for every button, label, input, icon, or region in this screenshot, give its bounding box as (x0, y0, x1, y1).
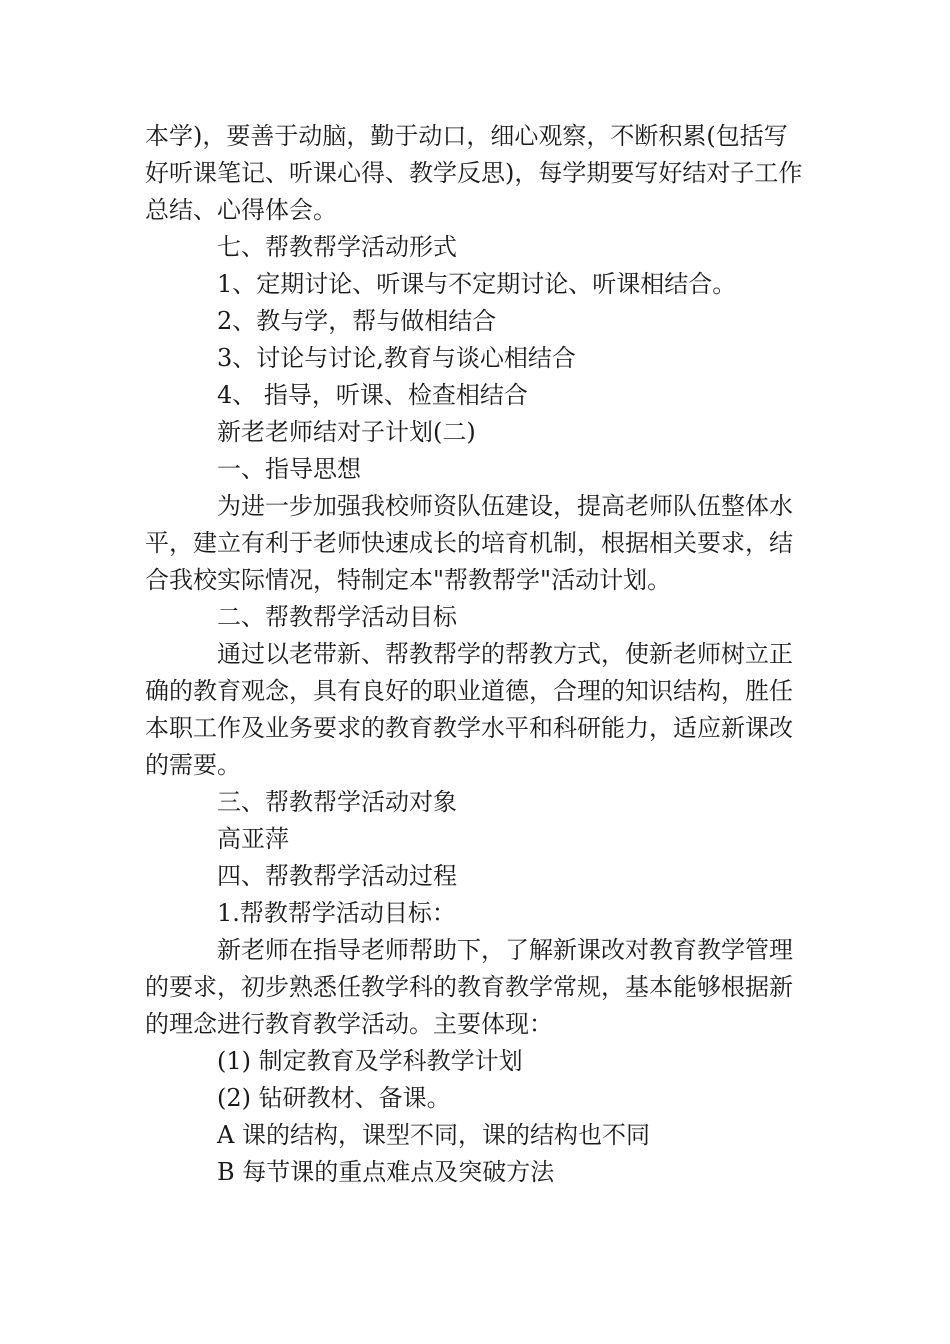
subheading-goal: 1.帮教帮学活动目标： (217, 899, 456, 927)
section-heading-1: 一、指导思想 (217, 455, 361, 483)
paragraph-guiding-idea: 为进一步加强我校师资队伍建设，提高老师队伍整体水平，建立有利于老师快速成长的培育机制，根据相关要求，结合我校实际情况，特制定本"帮教帮学"活动计划。 (145, 492, 793, 594)
section-heading-4: 四、帮教帮学活动过程 (217, 862, 457, 890)
document-subtitle: 新老老师结对子计划(二) (217, 418, 476, 446)
section-heading-2: 二、帮教帮学活动目标 (217, 603, 457, 631)
list-item-4: 4、 指导，听课、检查相结合 (217, 381, 528, 409)
paragraph-continuation: 本学)，要善于动脑，勤于动口，细心观察，不断积累(包括写好听课笔记、听课心得、教学反思)，每学期要写好结对子工作总结、心得体会。 (145, 122, 803, 224)
list-item-paren-2: (2) 钻研教材、备课。 (217, 1084, 451, 1112)
paragraph-activity-goal: 通过以老带新、帮教帮学的帮教方式，使新老师树立正确的教育观念，具有良好的职业道德，合理的知识结构，胜任本职工作及业务要求的教育教学水平和科研能力，适应新课改的需要。 (145, 640, 793, 779)
paragraph-goal-detail: 新老师在指导老师帮助下，了解新课改对教育教学管理的要求，初步熟悉任教学科的教育教学常规，基本能够根据新的理念进行教育教学活动。主要体现： (145, 936, 793, 1038)
list-item-1: 1、定期讨论、听课与不定期讨论、听课相结合。 (217, 270, 737, 298)
list-item-a: A 课的结构，课型不同，课的结构也不同 (217, 1121, 650, 1149)
document-body (145, 118, 810, 1191)
section-heading-7: 七、帮教帮学活动形式 (217, 233, 457, 261)
list-item-3: 3、讨论与讨论,教育与谈心相结合 (217, 344, 576, 372)
section-heading-3: 三、帮教帮学活动对象 (217, 788, 457, 816)
activity-target-name: 高亚萍 (217, 825, 289, 853)
list-item-2: 2、教与学，帮与做相结合 (217, 307, 497, 335)
list-item-paren-1: (1) 制定教育及学科教学计划 (217, 1047, 523, 1075)
list-item-b: B 每节课的重点难点及突破方法 (217, 1158, 555, 1186)
